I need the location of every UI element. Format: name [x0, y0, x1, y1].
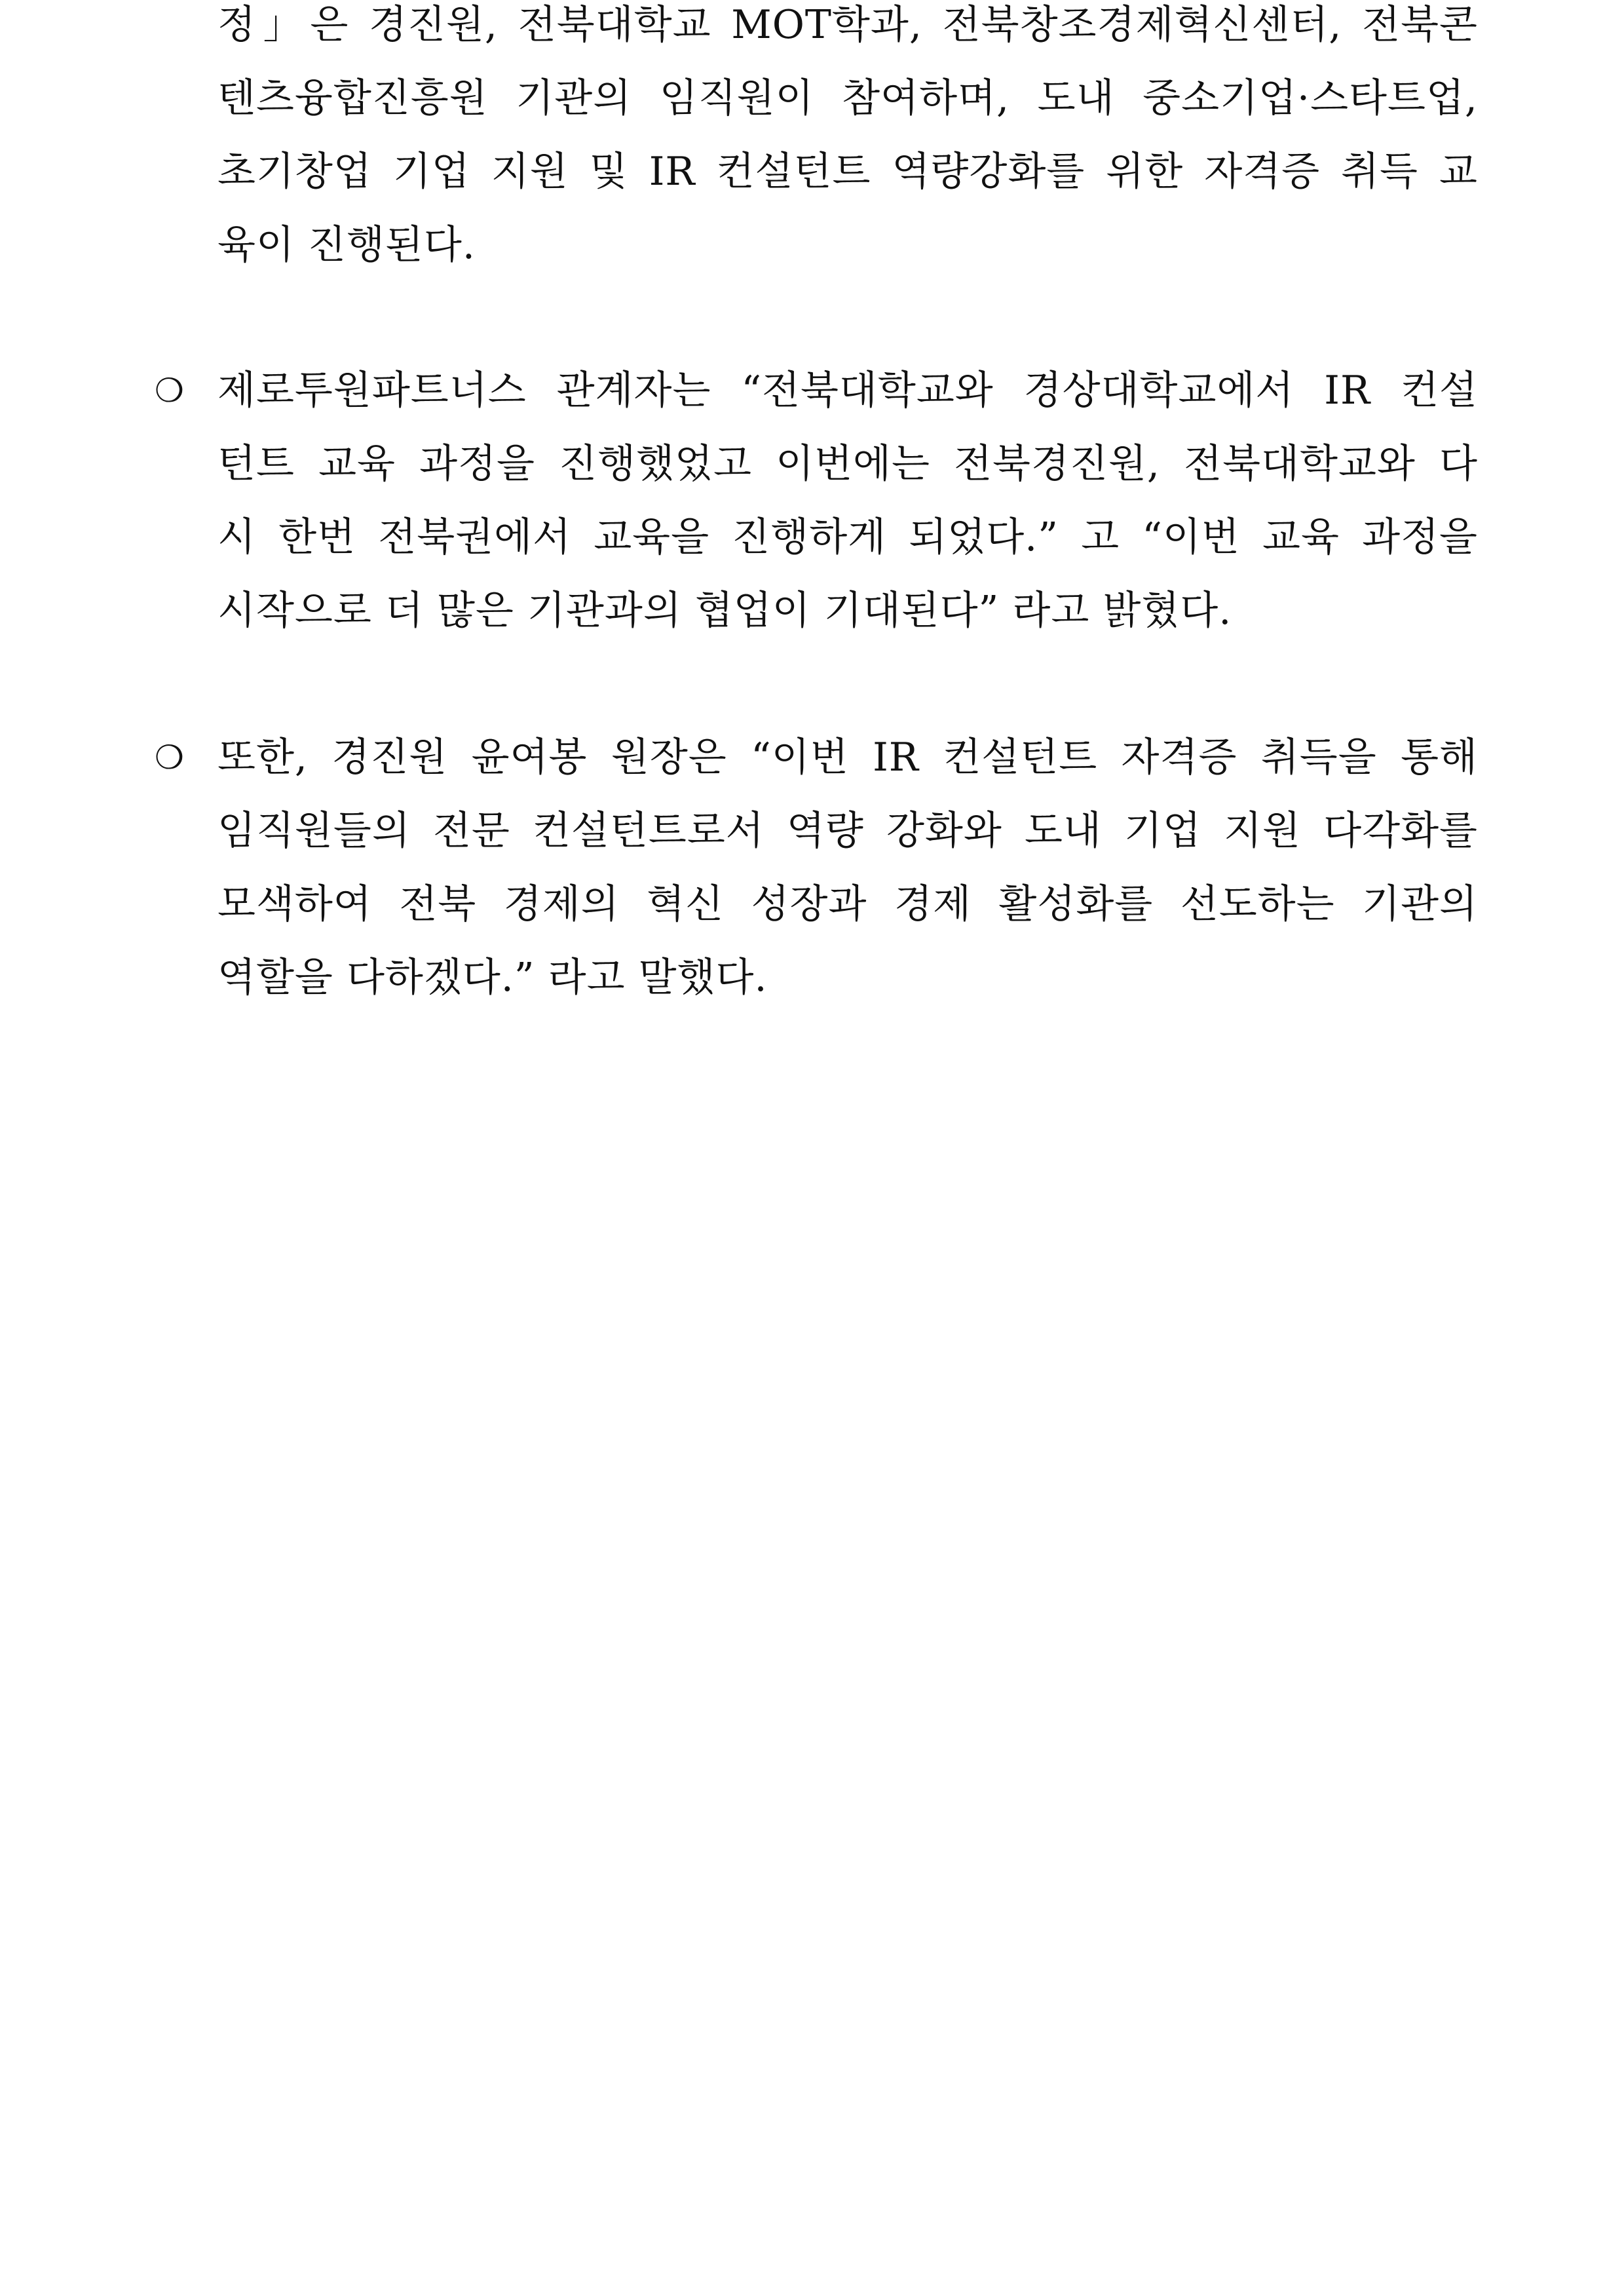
paragraph-line: 시 한번 전북권에서 교육을 진행하게 되었다.” 고 “이번 교육 과정을: [217, 514, 1478, 560]
circle-bullet-icon: ❍: [155, 738, 184, 776]
paragraph-line: 모색하여 전북 경제의 혁신 성장과 경제 활성화를 선도하는 기관의: [217, 881, 1478, 927]
paragraph-line: 육이 진행된다.: [217, 222, 476, 268]
paragraph-line: 역할을 다하겠다.” 라고 말했다.: [217, 955, 768, 1001]
paragraph-line: 또한, 경진원 윤여봉 원장은 “이번 IR 컨설턴트 자격증 취득을 통해: [217, 735, 1478, 780]
paragraph-line: 턴트 교육 과정을 진행했었고 이번에는 전북경진원, 전북대학교와 다: [217, 441, 1478, 487]
paragraph-line: 시작으로 더 많은 기관과의 협업이 기대된다” 라고 밝혔다.: [217, 588, 1232, 634]
paragraph-line: 임직원들의 전문 컨설턴트로서 역량 강화와 도내 기업 지원 다각화를: [217, 808, 1478, 854]
paragraph-line: 초기창업 기업 지원 및 IR 컨설턴트 역량강화를 위한 자격증 취득 교: [217, 149, 1478, 195]
paragraph-line: 정」은 경진원, 전북대학교 MOT학과, 전북창조경제혁신센터, 전북콘: [217, 2, 1478, 48]
paragraph-line: 텐츠융합진흥원 기관의 임직원이 참여하며, 도내 중소기업·스타트업,: [217, 75, 1478, 121]
paragraph-line: 제로투원파트너스 관계자는 “전북대학교와 경상대학교에서 IR 컨설: [217, 368, 1478, 413]
circle-bullet-icon: ❍: [155, 372, 184, 410]
